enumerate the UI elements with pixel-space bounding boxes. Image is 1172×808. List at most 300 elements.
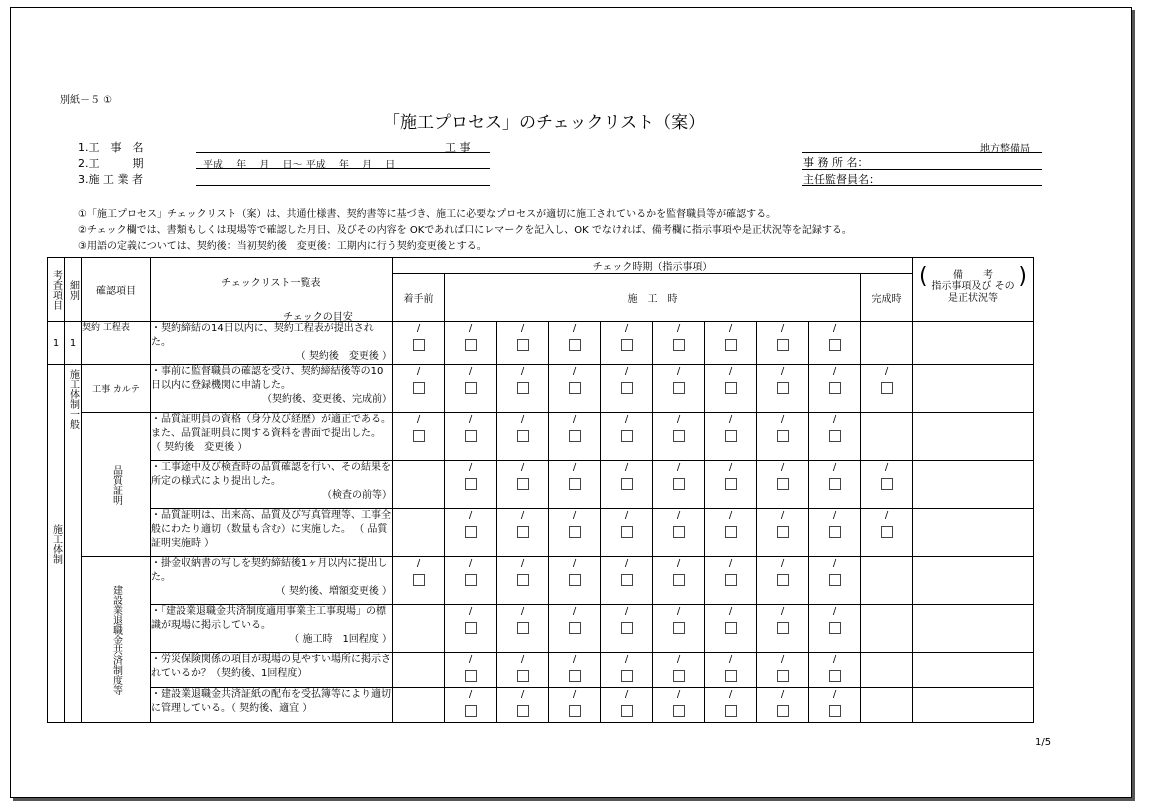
checkbox[interactable]: [517, 382, 529, 394]
date-slash: /: [780, 606, 785, 617]
date-slash: /: [468, 654, 473, 665]
header-sekou: 施 工 時: [445, 274, 861, 322]
checkbox[interactable]: [517, 670, 529, 682]
field-value-project: 工 事: [445, 141, 471, 154]
check-cell[interactable]: [861, 365, 913, 413]
paren-right: ): [1018, 264, 1027, 289]
checkbox[interactable]: [829, 574, 841, 586]
check-cell[interactable]: [497, 413, 549, 461]
checkbox[interactable]: [517, 526, 529, 538]
date-slash: /: [572, 510, 577, 521]
checkbox[interactable]: [881, 382, 893, 394]
empty-cell: [913, 557, 1034, 605]
date-slash: /: [520, 462, 525, 473]
check-cell[interactable]: [653, 605, 705, 653]
check-cell[interactable]: [393, 413, 445, 461]
header-checklist: [151, 258, 393, 322]
check-cell[interactable]: [549, 688, 601, 723]
date-slash: /: [884, 462, 889, 473]
bureau-line: [802, 152, 1042, 153]
check-cell[interactable]: [549, 605, 601, 653]
checkbox[interactable]: [673, 574, 685, 586]
check-cell[interactable]: [601, 509, 653, 557]
date-slash: /: [520, 606, 525, 617]
checkbox[interactable]: [829, 478, 841, 490]
check-cell[interactable]: [393, 365, 445, 413]
checkbox[interactable]: [829, 339, 841, 351]
kousa-name: 施工体制: [48, 365, 65, 723]
header-kakunin: 確認項目: [82, 258, 151, 322]
date-slash: /: [780, 689, 785, 700]
date-slash: /: [468, 689, 473, 700]
check-cell[interactable]: [549, 461, 601, 509]
checkbox[interactable]: [777, 382, 789, 394]
check-cell[interactable]: [445, 557, 497, 605]
date-slash: /: [832, 462, 837, 473]
date-slash: /: [468, 606, 473, 617]
checkbox[interactable]: [465, 478, 477, 490]
date-slash: /: [728, 606, 733, 617]
checkbox[interactable]: [465, 382, 477, 394]
checkbox[interactable]: [777, 478, 789, 490]
checkbox[interactable]: [465, 622, 477, 634]
checkbox[interactable]: [829, 382, 841, 394]
date-slash: /: [572, 414, 577, 425]
date-slash: /: [520, 558, 525, 569]
check-cell[interactable]: [497, 461, 549, 509]
date-slash: /: [572, 366, 577, 377]
checkbox[interactable]: [569, 670, 581, 682]
row-item: ・事前に監督職員の確認を受け、契約締結後等の10日以内に登録機関に申請した。 （契約後、変更後、完成前）: [151, 365, 393, 413]
date-slash: /: [572, 558, 577, 569]
empty-cell: [861, 605, 913, 653]
date-slash: /: [676, 414, 681, 425]
checkbox[interactable]: [777, 339, 789, 351]
check-cell[interactable]: [809, 509, 861, 557]
empty-cell: [393, 688, 445, 723]
check-cell[interactable]: [757, 461, 809, 509]
contractor-line: [196, 185, 490, 186]
check-cell[interactable]: [653, 509, 705, 557]
checkbox[interactable]: [569, 622, 581, 634]
date-slash: /: [832, 558, 837, 569]
checkbox[interactable]: [517, 430, 529, 442]
date-slash: /: [780, 654, 785, 665]
office-label: 事 務 所 名：: [803, 156, 869, 169]
checkbox[interactable]: [569, 526, 581, 538]
checkbox[interactable]: [673, 705, 685, 717]
date-slash: /: [780, 414, 785, 425]
empty-cell: [913, 365, 1034, 413]
empty-cell: 1: [65, 322, 82, 365]
date-slash: /: [832, 606, 837, 617]
check-cell[interactable]: [445, 653, 497, 688]
group-label-keiyaku: 契約 工程表: [82, 322, 151, 365]
field-label-contractor: 3.施 工 業 者: [78, 173, 143, 186]
row-item: ・「建設業退職金共済制度適用事業主工事現場」の標識が現場に掲示している。 （ 施工時 1回程度 ）: [151, 605, 393, 653]
checkbox[interactable]: [725, 478, 737, 490]
row-item: ・品質証明は、出来高、品質及び写真管理等、工事全般にわたり適切（数量も含む）に実施した。 （ 品質証明実施時 ）: [151, 509, 393, 557]
check-cell[interactable]: [549, 653, 601, 688]
checkbox[interactable]: [517, 478, 529, 490]
empty-cell: [861, 322, 913, 365]
date-slash: /: [520, 689, 525, 700]
checkbox[interactable]: [673, 670, 685, 682]
date-slash: /: [832, 366, 837, 377]
checkbox[interactable]: [725, 622, 737, 634]
header-timing: チェック時期（指示事項）: [393, 258, 913, 274]
empty-cell: [913, 605, 1034, 653]
check-cell[interactable]: [861, 509, 913, 557]
check-cell[interactable]: [601, 322, 653, 365]
date-slash: /: [728, 654, 733, 665]
checkbox[interactable]: [465, 670, 477, 682]
check-cell[interactable]: [393, 322, 445, 365]
empty-cell: [393, 461, 445, 509]
checklist-table: [47, 257, 1034, 723]
bureau-name: 地方整備局: [980, 144, 1030, 155]
date-slash: /: [520, 323, 525, 334]
check-cell[interactable]: [653, 557, 705, 605]
check-cell[interactable]: [809, 365, 861, 413]
date-slash: /: [676, 689, 681, 700]
check-cell[interactable]: [497, 509, 549, 557]
checkbox[interactable]: [725, 382, 737, 394]
checkbox[interactable]: [569, 478, 581, 490]
checkbox[interactable]: [673, 430, 685, 442]
date-slash: /: [676, 323, 681, 334]
checkbox[interactable]: [621, 574, 633, 586]
date-slash: /: [572, 654, 577, 665]
check-cell[interactable]: [445, 322, 497, 365]
date-slash: /: [728, 510, 733, 521]
date-slash: /: [676, 366, 681, 377]
check-cell[interactable]: [549, 509, 601, 557]
header-list-title: チェックリスト一覧表: [221, 278, 321, 289]
period-line: [196, 168, 490, 169]
check-cell[interactable]: [445, 688, 497, 723]
header-bikou-sub: 指示事項及び その是正状況等: [931, 281, 1015, 304]
check-cell[interactable]: [705, 509, 757, 557]
date-slash: /: [624, 510, 629, 521]
checkbox[interactable]: [725, 526, 737, 538]
checkbox[interactable]: [725, 574, 737, 586]
checkbox[interactable]: [569, 430, 581, 442]
checkbox[interactable]: [673, 339, 685, 351]
date-slash: /: [624, 414, 629, 425]
header-kansei: 完成時: [861, 274, 913, 322]
check-cell[interactable]: [757, 413, 809, 461]
checkbox[interactable]: [673, 478, 685, 490]
check-cell[interactable]: [445, 413, 497, 461]
empty-cell: [913, 688, 1034, 723]
date-slash: /: [780, 323, 785, 334]
date-slash: /: [520, 654, 525, 665]
paren-left: (: [919, 264, 928, 289]
check-cell[interactable]: [757, 365, 809, 413]
empty-cell: [861, 653, 913, 688]
header-mokuyasu: チェックの目安: [283, 312, 353, 323]
check-cell[interactable]: [653, 413, 705, 461]
empty-cell: 1: [48, 322, 65, 365]
checkbox[interactable]: [673, 526, 685, 538]
checkbox[interactable]: [465, 705, 477, 717]
field-label-period: 2.工 期: [78, 157, 144, 170]
table-row: [48, 605, 1034, 653]
checkbox[interactable]: [829, 622, 841, 634]
checkbox[interactable]: [777, 574, 789, 586]
check-cell[interactable]: [653, 653, 705, 688]
date-slash: /: [676, 558, 681, 569]
check-cell[interactable]: [497, 557, 549, 605]
date-slash: /: [676, 462, 681, 473]
saibetsu-name: 施工体制一般: [65, 365, 82, 723]
field-label-project: 1.工 事 名: [78, 141, 144, 154]
check-cell[interactable]: [445, 461, 497, 509]
check-cell[interactable]: [445, 509, 497, 557]
checkbox[interactable]: [569, 339, 581, 351]
check-cell[interactable]: [705, 322, 757, 365]
checkbox[interactable]: [465, 339, 477, 351]
check-cell[interactable]: [809, 557, 861, 605]
check-cell[interactable]: [809, 413, 861, 461]
date-slash: /: [468, 414, 473, 425]
check-cell[interactable]: [705, 688, 757, 723]
date-slash: /: [416, 366, 421, 377]
date-slash: /: [416, 414, 421, 425]
date-slash: /: [624, 323, 629, 334]
check-cell[interactable]: [757, 653, 809, 688]
check-cell[interactable]: [601, 461, 653, 509]
checkbox[interactable]: [621, 705, 633, 717]
header-bikou: 備 考 ( 指示事項及び その是正状況等 ): [913, 258, 1034, 322]
checkbox[interactable]: [517, 705, 529, 717]
row-item: ・契約締結の14日以内に、契約工程表が提出された。 （ 契約後 変更後 ）: [151, 322, 393, 365]
date-slash: /: [676, 654, 681, 665]
checkbox[interactable]: [881, 526, 893, 538]
date-slash: /: [572, 462, 577, 473]
empty-cell: [393, 509, 445, 557]
checkbox[interactable]: [517, 622, 529, 634]
empty-cell: [393, 653, 445, 688]
check-cell[interactable]: [497, 653, 549, 688]
check-cell[interactable]: [809, 322, 861, 365]
check-cell[interactable]: [653, 365, 705, 413]
date-slash: /: [624, 606, 629, 617]
checkbox[interactable]: [465, 574, 477, 586]
check-cell[interactable]: [393, 557, 445, 605]
checkbox[interactable]: [777, 526, 789, 538]
date-slash: /: [520, 366, 525, 377]
check-cell[interactable]: [809, 688, 861, 723]
date-slash: /: [728, 558, 733, 569]
checkbox[interactable]: [777, 622, 789, 634]
check-cell[interactable]: [705, 557, 757, 605]
note-2: ②チェック欄では、書類もしくは現場等で確認した月日、及びその内容を OKであれば口にレマークを記入し、OK でなければ、備考欄に指示事項や是正状況等を記録する。: [78, 225, 852, 236]
empty-cell: [861, 688, 913, 723]
date-slash: /: [832, 414, 837, 425]
date-slash: /: [468, 558, 473, 569]
checkbox[interactable]: [777, 670, 789, 682]
date-slash: /: [468, 323, 473, 334]
date-slash: /: [520, 414, 525, 425]
group-label-hinshitsu: 品質証明: [82, 413, 151, 557]
office-line: [802, 169, 1042, 170]
check-cell[interactable]: [757, 322, 809, 365]
check-cell[interactable]: [549, 365, 601, 413]
supervisor-line: [802, 185, 1042, 186]
date-slash: /: [728, 462, 733, 473]
table-row: [48, 557, 1034, 605]
checkbox[interactable]: [621, 670, 633, 682]
date-slash: /: [468, 462, 473, 473]
check-cell[interactable]: [757, 688, 809, 723]
date-slash: /: [520, 510, 525, 521]
note-3: ③用語の定義については、契約後：当初契約後 変更後：工期内に行う契約変更後とする。: [78, 241, 487, 252]
date-slash: /: [780, 366, 785, 377]
checkbox[interactable]: [829, 430, 841, 442]
check-cell[interactable]: [705, 461, 757, 509]
checkbox[interactable]: [569, 574, 581, 586]
checkbox[interactable]: [725, 339, 737, 351]
check-cell[interactable]: [445, 605, 497, 653]
check-cell[interactable]: [497, 322, 549, 365]
table-row: [48, 413, 1034, 461]
date-slash: /: [572, 323, 577, 334]
check-cell[interactable]: [809, 653, 861, 688]
checkbox[interactable]: [413, 339, 425, 351]
table-row: [48, 365, 1034, 413]
check-cell[interactable]: [601, 557, 653, 605]
row-item: ・労災保険関係の項目が現場の見やすい場所に掲示されているか？（契約後、1回程度）: [151, 653, 393, 688]
check-cell[interactable]: [497, 688, 549, 723]
checkbox[interactable]: [829, 526, 841, 538]
date-slash: /: [728, 323, 733, 334]
date-slash: /: [468, 366, 473, 377]
checkbox[interactable]: [881, 478, 893, 490]
date-slash: /: [624, 462, 629, 473]
checkbox[interactable]: [725, 670, 737, 682]
table-row: [48, 461, 1034, 509]
check-cell[interactable]: [757, 605, 809, 653]
check-cell[interactable]: [705, 413, 757, 461]
checkbox[interactable]: [621, 478, 633, 490]
page-title: 「施工プロセス」のチェックリスト（案）: [383, 113, 706, 133]
checkbox[interactable]: [725, 430, 737, 442]
check-cell[interactable]: [601, 653, 653, 688]
date-slash: /: [832, 323, 837, 334]
header-kousa: 考査項目: [48, 258, 65, 322]
date-slash: /: [832, 689, 837, 700]
date-slash: /: [468, 510, 473, 521]
check-cell[interactable]: [653, 322, 705, 365]
checkbox[interactable]: [621, 382, 633, 394]
date-slash: /: [728, 689, 733, 700]
checkbox[interactable]: [569, 382, 581, 394]
date-slash: /: [832, 654, 837, 665]
checkbox[interactable]: [413, 574, 425, 586]
date-slash: /: [884, 510, 889, 521]
row-item: ・工事途中及び検査時の品質確認を行い、その結果を所定の様式により提出した。 （検査の前等）: [151, 461, 393, 509]
checkbox[interactable]: [829, 705, 841, 717]
check-cell[interactable]: [549, 322, 601, 365]
check-cell[interactable]: [601, 688, 653, 723]
date-slash: /: [780, 462, 785, 473]
date-slash: /: [624, 689, 629, 700]
check-cell[interactable]: [549, 557, 601, 605]
checkbox[interactable]: [413, 382, 425, 394]
date-slash: /: [416, 323, 421, 334]
check-cell[interactable]: [445, 365, 497, 413]
check-cell[interactable]: [497, 605, 549, 653]
field-value-period: 平成 年 月 日～ 平成 年 月 日: [203, 160, 396, 171]
header-saibetsu: 細別: [65, 258, 82, 322]
date-slash: /: [676, 606, 681, 617]
date-slash: /: [728, 366, 733, 377]
check-cell[interactable]: [861, 461, 913, 509]
check-cell[interactable]: [705, 653, 757, 688]
empty-cell: [913, 461, 1034, 509]
checkbox[interactable]: [569, 705, 581, 717]
group-label-karte: 工事 カルテ: [82, 365, 151, 413]
date-slash: /: [884, 366, 889, 377]
check-cell[interactable]: [653, 461, 705, 509]
check-cell[interactable]: [757, 509, 809, 557]
check-cell[interactable]: [601, 605, 653, 653]
checkbox[interactable]: [465, 430, 477, 442]
checkbox[interactable]: [673, 382, 685, 394]
table-row: [48, 688, 1034, 723]
checkbox[interactable]: [517, 339, 529, 351]
check-cell[interactable]: [757, 557, 809, 605]
checkbox[interactable]: [621, 526, 633, 538]
checkbox[interactable]: [465, 526, 477, 538]
date-slash: /: [728, 414, 733, 425]
empty-cell: [913, 653, 1034, 688]
checkbox[interactable]: [829, 670, 841, 682]
check-cell[interactable]: [497, 365, 549, 413]
date-slash: /: [780, 558, 785, 569]
checkbox[interactable]: [673, 622, 685, 634]
table-row: [48, 653, 1034, 688]
check-cell[interactable]: [549, 413, 601, 461]
checkbox[interactable]: [777, 705, 789, 717]
empty-cell: [861, 413, 913, 461]
date-slash: /: [832, 510, 837, 521]
checkbox[interactable]: [777, 430, 789, 442]
check-cell[interactable]: [601, 413, 653, 461]
date-slash: /: [572, 689, 577, 700]
supervisor-label: 主任監督員名：: [803, 173, 880, 186]
checkbox[interactable]: [413, 430, 425, 442]
check-cell[interactable]: [601, 365, 653, 413]
note-1: ①「施工プロセス」チェックリスト（案）は、共通仕様書、契約書等に基づき、施工に必要なプロセスが適切に施工されているかを監督職員等が確認する。: [78, 209, 777, 220]
check-cell[interactable]: [653, 688, 705, 723]
checkbox[interactable]: [621, 430, 633, 442]
check-cell[interactable]: [705, 605, 757, 653]
checkbox[interactable]: [621, 622, 633, 634]
checkbox[interactable]: [517, 574, 529, 586]
check-cell[interactable]: [705, 365, 757, 413]
date-slash: /: [624, 366, 629, 377]
checkbox[interactable]: [621, 339, 633, 351]
date-slash: /: [416, 558, 421, 569]
check-cell[interactable]: [809, 461, 861, 509]
header-chakushu: 着手前: [393, 274, 445, 322]
table-row: [48, 322, 1034, 365]
checkbox[interactable]: [725, 705, 737, 717]
check-cell[interactable]: [809, 605, 861, 653]
